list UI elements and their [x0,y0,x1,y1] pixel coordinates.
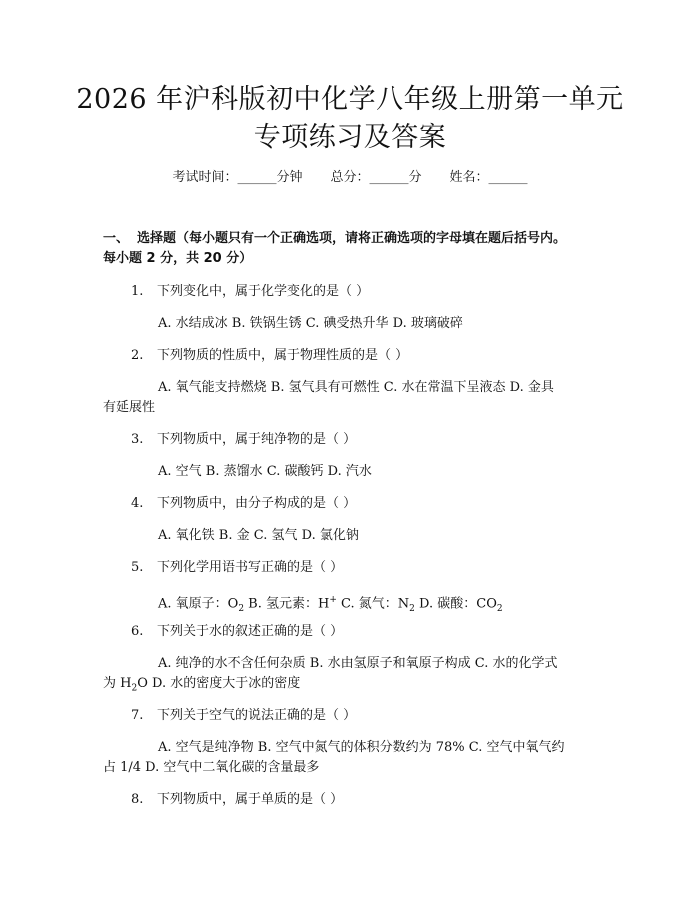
option-cont-subscript: 2 [131,683,138,694]
question-number: 7. [131,708,144,723]
option-c-subscript: 2 [409,603,415,614]
option-b-superscript: + [329,595,337,605]
option-cont-a: 为 H [103,676,132,691]
option-cont-b: O D. 水的密度大于冰的密度 [137,676,301,691]
option-d: D. 碳酸：CO [414,596,497,612]
time-unit: 分钟 [276,170,303,185]
question-5-options [158,590,598,619]
exam-meta [0,168,700,188]
question-3-options: A. 空气 B. 蒸馏水 C. 碳酸钙 D. 汽水 [158,464,372,479]
question-number: 3. [131,432,144,447]
question-stem: 下列变化中，属于化学变化的是（ ） [157,284,370,299]
time-label: 考试时间： [172,170,238,185]
question-number: 6. [131,624,144,639]
question-1 [131,282,601,302]
question-5 [131,558,601,578]
document-title-line1: 2026 年沪科版初中化学八年级上册第一单元 [76,84,624,115]
question-6-options: A. 纯净的水不含任何杂质 B. 水由氢原子和氧原子构成 C. 水的化学式 [158,656,558,671]
question-4-options: A. 氧化铁 B. 金 C. 氢气 D. 氯化钠 [158,528,359,543]
option-a-subscript: 2 [238,603,245,614]
question-number: 4. [131,496,144,511]
document-title-line2: 专项练习及答案 [253,122,447,153]
question-number: 2. [131,348,144,363]
question-stem: 下列化学用语书写正确的是（ ） [157,560,344,575]
question-number: 8. [131,792,144,807]
question-number: 5. [131,560,144,575]
question-2-options-cont: 有延展性 [103,400,156,415]
option-b: B. 氢元素：H [244,596,330,612]
name-blank: ______ [488,170,528,185]
question-6-options-cont [103,674,598,699]
name-label: 姓名： [449,170,489,185]
question-2 [131,346,601,366]
question-stem: 下列物质中，属于纯净物的是（ ） [157,432,357,447]
question-2-options: A. 氧气能支持燃烧 B. 氢气具有可燃性 C. 水在常温下呈液态 D. 金具 [158,380,554,395]
question-stem: 下列关于空气的说法正确的是（ ） [157,708,357,723]
time-blank: ______ [237,170,277,185]
section-heading-line2: 每小题 2 分，共 20 分） [103,251,253,266]
score-label: 总分： [330,170,370,185]
question-6 [131,622,601,642]
score-unit: 分 [408,170,422,185]
section-heading [103,228,603,250]
question-7-options: A. 空气是纯净物 B. 空气中氮气的体积分数约为 78% C. 空气中氧气约 [158,740,565,755]
option-a: A. 氧原子：O [158,596,239,612]
question-8 [131,790,601,810]
question-1-options: A. 水结成冰 B. 铁锅生锈 C. 碘受热升华 D. 玻璃破碎 [158,316,463,331]
question-stem: 下列物质中，由分子构成的是（ ） [157,496,357,511]
question-stem: 下列物质的性质中，属于物理性质的是（ ） [157,348,409,363]
option-d-subscript: 2 [496,603,503,614]
question-4 [131,494,601,514]
question-stem: 下列关于水的叙述正确的是（ ） [157,624,344,639]
question-7-options-cont: 占 1/4 D. 空气中二氧化碳的含量最多 [103,760,320,775]
section-text-line1: 选择题（每小题只有一个正确选项，请将正确选项的字母填在题后括号内。 [137,231,567,246]
option-c: C. 氮气：N [336,596,410,612]
question-number: 1. [131,284,144,299]
score-blank: ______ [369,170,409,185]
question-stem: 下列物质中，属于单质的是（ ） [157,792,344,807]
section-number: 一、 [103,231,130,246]
question-3 [131,430,601,450]
question-7 [131,706,601,726]
